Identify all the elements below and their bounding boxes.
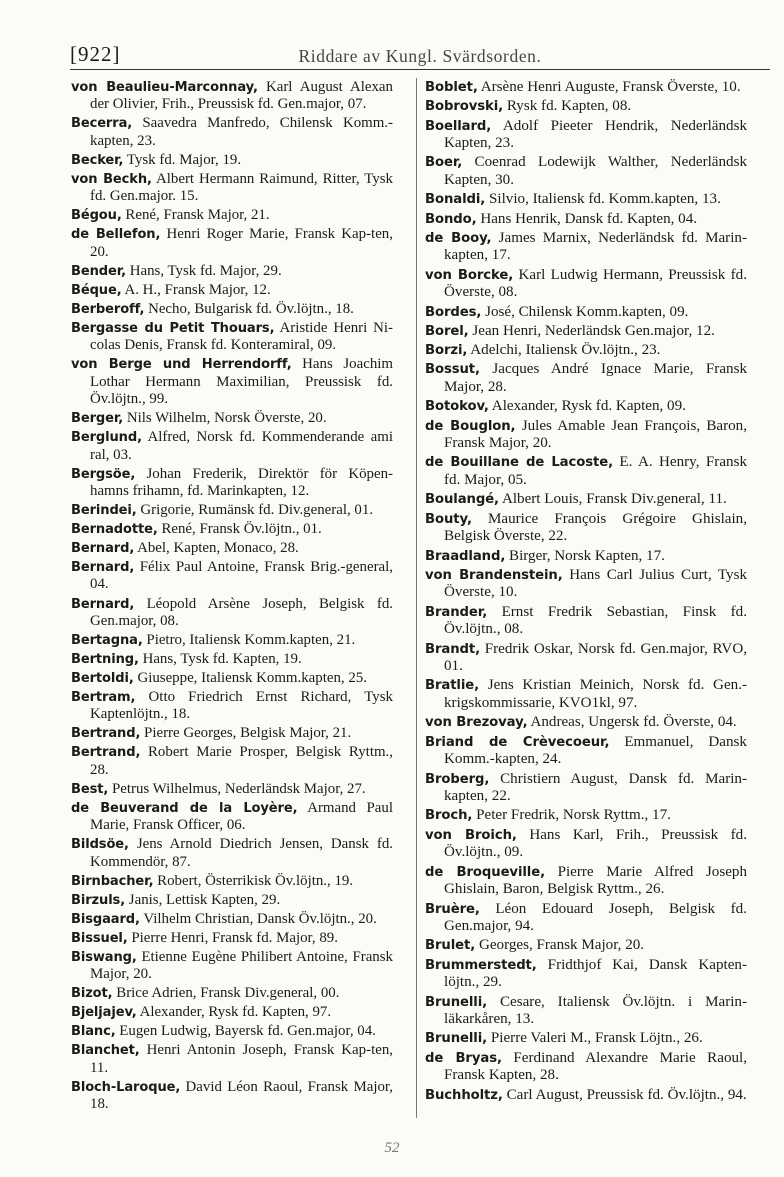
index-entry [425,398,747,416]
index-entry [71,502,393,519]
entry-text: Giuseppe, Italiensk Komm.kapten, 25. [137,669,367,686]
index-entry [71,226,393,261]
index-entry [71,836,393,871]
index-entry [71,521,393,538]
index-entry [425,567,747,602]
index-entry [71,540,393,557]
index-entry [425,957,747,992]
index-entry [71,930,393,947]
entry-name: Bobrovski, [425,99,504,115]
index-entry [71,873,393,890]
index-entry [425,98,747,116]
entry-name: Braadland, [425,548,506,564]
entry-text: Vilhelm Christian, Dansk Öv.löjtn., 20. [143,910,377,927]
entry-name: Bernard, [71,541,135,557]
entry-text: Etienne Eugène Philibert Antoine, Fransk Major, 20. [90,948,393,983]
index-entry [425,511,747,546]
index-entry [71,800,393,835]
entry-text: Hans Carl Julius Curt, Tysk Överste, 10. [444,566,747,601]
entry-name: Brulet, [425,938,476,954]
entry-text: Nils Wilhelm, Norsk Överste, 20. [126,410,327,427]
index-entry [425,191,747,209]
entry-text: Tysk fd. Major, 19. [126,151,242,168]
entry-name: Bildsöe, [71,837,129,853]
entry-name: Boulangé, [425,492,499,508]
entry-name: Biswang, [71,949,137,965]
entry-name: de Broqueville, [425,864,546,880]
column-divider [416,78,417,1118]
entry-name: Bender, [71,263,126,279]
entry-text: Henri Antonin Joseph, Fransk Kap-ten, 11. [90,1042,393,1076]
index-entry [425,304,747,322]
entry-name: Brummerstedt, [425,957,537,973]
entry-text: Emmanuel, Dansk Komm.-kapten, 24. [444,733,747,768]
index-entry [425,548,747,566]
index-entry [71,152,393,169]
entry-text: A. H., Fransk Major, 12. [124,281,271,298]
entry-text: Robert Marie Prosper, Belgisk Ryttm., 28. [90,744,393,778]
index-entry [425,604,747,639]
entry-text: Ferdinand Alexandre Marie Raoul, Fransk Kapten, 28. [444,1049,748,1084]
entry-name: Brunelli, [425,994,488,1010]
entry-name: Bertram, [71,689,136,705]
entry-text: Grigorie, Rumänsk fd. Div.general, 01. [140,502,374,519]
entry-text: Silvio, Italiensk fd. Komm.kapten, 13. [489,191,721,208]
index-entry [71,670,393,687]
index-entry [71,985,393,1002]
entry-text: Henri Roger Marie, Fransk Kap-ten, 20. [90,226,393,260]
index-entry [71,725,393,742]
entry-name: Blanc, [71,1024,116,1040]
index-entry [71,115,393,150]
entry-text: Jean Henri, Nederländsk Gen.major, 12. [472,322,715,339]
entry-name: Brunelli, [425,1031,488,1047]
entry-name: Bloch-Laroque, [71,1079,181,1095]
entry-text: Hans, Tysk fd. Major, 29. [129,262,282,279]
index-entry [425,937,747,955]
entry-name: Bordes, [425,304,482,320]
entry-text: Coenrad Lodewijk Walther, Nederländsk Kapten, 30. [444,154,748,189]
entry-name: von Beckh, [71,171,152,187]
index-entry [71,171,393,206]
entry-text: E. A. Henry, Fransk fd. Major, 05. [444,454,747,489]
index-entry [71,301,393,318]
index-entry [71,263,393,280]
entry-text: Rysk fd. Kapten, 08. [506,98,632,115]
entry-text: Janis, Lettisk Kapten, 29. [128,891,281,908]
index-entry [71,356,393,408]
entry-text: David Léon Raoul, Fransk Major, 18. [90,1078,393,1113]
entry-name: Becerra, [71,116,133,132]
entry-text: Eugen Ludwig, Bayersk fd. Gen.major, 04. [119,1023,376,1040]
entry-text: Andreas, Ungersk fd. Överste, 04. [530,714,737,731]
index-entry [425,230,747,265]
entry-text: Christiern August, Dansk fd. Marin-kapten, 22. [444,770,747,805]
entry-text: Abel, Kapten, Monaco, 28. [137,540,299,557]
entry-name: Botokov, [425,399,489,415]
index-entry [425,79,747,97]
entry-name: Bjeljajev, [71,1005,137,1021]
entry-name: Berger, [71,411,124,427]
index-entry [71,744,393,779]
index-entry [71,282,393,299]
entry-name: Bertning, [71,651,139,667]
entry-text: Pierre Marie Alfred Joseph Ghislain, Baron, Belgisk Ryttm., 26. [444,863,747,898]
entry-name: de Beuverand de la Loyère, [71,800,298,816]
entry-text: José, Chilensk Komm.kapten, 09. [485,303,689,320]
entry-name: Boellard, [425,118,492,134]
entry-name: Bernadotte, [71,522,158,538]
index-entry [71,1023,393,1040]
entry-text: Cesare, Italiensk Öv.löjtn. i Marin-läkarkåren, 13. [444,993,747,1028]
right-column [425,79,747,1106]
entry-text: Arsène Henri Auguste, Fransk Överste, 10. [480,79,741,95]
index-entry [71,596,393,631]
entry-text: Fridthjof Kai, Dansk Kapten-löjtn., 29. [444,956,747,991]
index-entry [425,323,747,341]
entry-text: Hans, Tysk fd. Kapten, 19. [142,650,302,667]
index-entry [425,1030,747,1048]
entry-text: Félix Paul Antoine, Fransk Brig.-general, 04. [90,559,393,593]
entry-text: Albert Hermann Raimund, Ritter, Tysk fd. Gen.major. 15. [90,170,394,205]
entry-text: Armand Paul Marie, Fransk Officer, 06. [90,799,394,834]
index-entry [71,892,393,909]
index-entry [425,118,747,153]
header-rule [70,69,770,70]
index-entry [425,491,747,509]
entry-text: Jules Amable Jean François, Baron, Fransk Major, 20. [444,417,747,452]
entry-name: von Borcke, [425,267,514,283]
index-entry [425,864,747,899]
entry-text: Hans Joachim Lothar Hermann Maximilian, Preussisk fd. Öv.löjtn., 99. [90,356,393,408]
entry-name: Borel, [425,323,469,339]
entry-name: Bruère, [425,901,480,917]
entry-name: Best, [71,781,109,797]
index-entry [425,418,747,453]
entry-text: Georges, Fransk Major, 20. [478,937,645,954]
index-entry [71,651,393,668]
index-entry [425,677,747,712]
entry-name: Bossut, [425,362,480,378]
entry-name: Bouty, [425,511,472,527]
entry-name: Bertrand, [71,745,141,761]
entry-text: Pierre Henri, Fransk fd. Major, 89. [131,929,338,946]
index-entry [425,994,747,1029]
entry-text: Petrus Wilhelmus, Nederländsk Major, 27. [111,780,366,797]
index-entry [425,807,747,825]
entry-text: René, Fransk Major, 21. [125,207,270,224]
entry-text: Johan Frederik, Direktör för Köpen-hamns frihamn, fd. Marinkapten, 12. [90,465,393,499]
entry-name: de Bouillane de Lacoste, [425,455,613,471]
index-entry [71,207,393,224]
entry-text: Léon Edouard Joseph, Belgisk fd. Gen.major, 94. [444,900,747,935]
entry-name: Broch, [425,808,473,824]
entry-name: Bratlie, [425,678,480,694]
entry-name: de Bellefon, [71,227,161,243]
index-entry [71,689,393,724]
index-entry [425,1050,747,1085]
entry-text: Karl August Alexan der Olivier, Frih., Preussisk fd. Gen.major, 07. [90,79,393,113]
index-entry [425,734,747,769]
entry-text: Carl August, Preussisk fd. Öv.löjtn., 94. [506,1086,747,1103]
entry-name: Bertoldi, [71,670,134,686]
index-entry [71,429,393,464]
entry-text: Ernst Fredrik Sebastian, Finsk fd. Öv.löjtn., 08. [444,603,747,638]
index-entry [71,466,393,501]
entry-name: Bernard, [71,560,135,576]
index-entry [425,454,747,489]
entry-name: Bergsöe, [71,466,136,482]
entry-name: Buchholtz, [425,1087,503,1103]
entry-name: Bernard, [71,596,135,612]
index-entry [425,267,747,302]
entry-text: Pierre Georges, Belgisk Major, 21. [144,725,352,742]
index-entry [71,320,393,355]
entry-name: Briand de Crèvecoeur, [425,734,610,750]
entry-name: de Bryas, [425,1050,502,1066]
entry-name: von Beaulieu-Marconnay, [71,80,258,95]
entry-name: Bonaldi, [425,192,486,208]
index-entry [71,559,393,594]
index-entry [71,632,393,649]
index-entry [425,361,747,396]
entry-name: Becker, [71,152,124,168]
entry-name: Boer, [425,155,463,171]
entry-name: Boblet, [425,80,478,95]
entry-text: Alexander, Rysk fd. Kapten, 97. [139,1004,332,1021]
index-entry [425,1087,747,1105]
entry-text: Robert, Österrikisk Öv.löjtn., 19. [157,872,354,889]
entry-text: Hans Henrik, Dansk fd. Kapten, 04. [480,210,698,227]
entry-text: Jens Kristian Meinich, Norsk fd. Gen.-krigskommissarie, KVO1kl, 97. [444,677,747,712]
left-column [71,79,393,1115]
index-entry [71,1004,393,1021]
index-entry [425,154,747,189]
entry-name: Bertagna, [71,632,143,648]
entry-name: Bissuel, [71,930,128,946]
index-entry [425,342,747,360]
index-entry [71,949,393,984]
index-entry [71,781,393,798]
entry-name: Berindei, [71,503,137,519]
entry-text: Aristide Henri Ni-colas Denis, Fransk fd. Konteramiral, 09. [90,319,393,354]
entry-text: Pierre Valeri M., Fransk Löjtn., 26. [490,1030,703,1047]
signature-mark: 52 [384,1140,400,1156]
entry-name: Bizot, [71,986,113,1002]
page-header [70,38,770,68]
entry-text: Necho, Bulgarisk fd. Öv.löjtn., 18. [148,300,354,317]
entry-text: Saavedra Manfredo, Chilensk Komm.-kapten, 23. [90,115,393,149]
index-entry [425,901,747,936]
page-number: [922] [70,42,121,66]
entry-name: Brander, [425,604,488,620]
entry-name: von Brandenstein, [425,567,563,583]
entry-text: René, Fransk Öv.löjtn., 01. [161,521,322,538]
index-entry [71,410,393,427]
index-entry [425,771,747,806]
entry-text: Alfred, Norsk fd. Kommenderande ami ral, 03. [90,429,393,463]
entry-name: de Booy, [425,230,492,246]
index-entry [425,641,747,676]
entry-text: Adolf Pieeter Hendrik, Nederländsk Kapten, 23. [444,117,747,152]
entry-name: Borzi, [425,343,468,359]
entry-name: de Bouglon, [425,418,516,434]
index-entry [425,211,747,229]
entry-name: von Berge und Herrendorff, [71,357,292,373]
entry-name: Bertrand, [71,726,141,742]
entry-text: Alexander, Rysk fd. Kapten, 09. [491,398,686,415]
entry-name: Berglund, [71,430,142,446]
index-entry [425,827,747,862]
entry-text: Karl Ludwig Hermann, Preussisk fd. Överste, 08. [444,266,747,301]
entry-text: Hans Karl, Frih., Preussisk fd. Öv.löjtn., 09. [444,826,747,861]
entry-name: Brandt, [425,641,481,657]
entry-text: Otto Friedrich Ernst Richard, Tysk Kaptenlöjtn., 18. [90,688,393,723]
entry-name: Bondo, [425,211,477,227]
entry-text: Jacques André Ignace Marie, Fransk Major, 28. [444,361,747,396]
entry-text: James Marnix, Nederländsk fd. Marin-kapten, 17. [444,229,747,264]
entry-text: Jens Arnold Diedrich Jensen, Dansk fd. Kommendör, 87. [90,836,393,870]
entry-name: Bergasse du Petit Thouars, [71,320,275,336]
entry-text: Adelchi, Italiensk Öv.löjtn., 23. [470,342,661,359]
entry-name: Birnbacher, [71,873,154,889]
entry-name: Bégou, [71,208,122,224]
index-entry [425,714,747,732]
entry-text: Albert Louis, Fransk Div.general, 11. [501,491,727,508]
entry-name: Birzuls, [71,892,126,908]
entry-text: Léopold Arsène Joseph, Belgisk fd. Gen.major, 08. [90,595,393,629]
entry-name: von Brezovay, [425,715,528,731]
entry-name: Bisgaard, [71,911,140,927]
index-entry [71,1042,393,1077]
index-entry [71,911,393,928]
entry-name: von Broich, [425,827,517,843]
entry-text: Brice Adrien, Fransk Div.general, 00. [116,985,340,1002]
entry-name: Béque, [71,282,122,298]
entry-text: Maurice François Grégoire Ghislain, Belgisk Överste, 22. [444,510,747,545]
index-entry [71,79,393,114]
entry-text: Pietro, Italiensk Komm.kapten, 21. [146,631,356,648]
entry-name: Broberg, [425,771,490,787]
running-title: Riddare av Kungl. Svärdsorden. [298,46,542,66]
entry-text: Fredrik Oskar, Norsk fd. Gen.major, RVO, 01. [444,640,747,675]
entry-text: Birger, Norsk Kapten, 17. [509,547,665,564]
index-entry [71,1079,393,1114]
entry-name: Berberoff, [71,301,145,317]
entry-name: Blanchet, [71,1043,140,1059]
entry-text: Peter Fredrik, Norsk Ryttm., 17. [476,807,671,824]
